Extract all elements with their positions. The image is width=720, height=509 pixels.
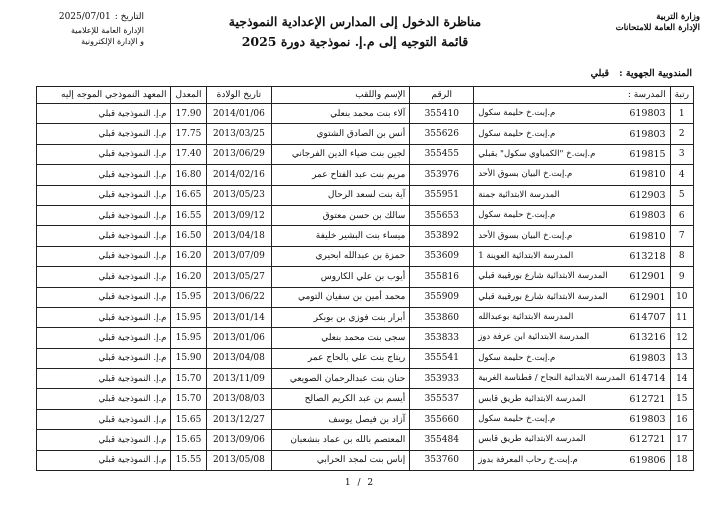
cell-average: 17.40 xyxy=(171,144,206,164)
cell-average: 15.95 xyxy=(171,328,206,348)
cell-number: 353609 xyxy=(410,246,474,266)
table-row xyxy=(37,409,694,429)
cell-institute: م.إ. النموذجية قبلي xyxy=(37,205,171,225)
cell-rank: 18 xyxy=(670,450,693,470)
cell-average: 15.90 xyxy=(171,348,206,368)
cell-rank: 8 xyxy=(670,246,693,266)
cell-school xyxy=(474,369,670,389)
cell-average: 15.70 xyxy=(171,369,206,389)
school-code: 619803 xyxy=(629,210,666,222)
cell-school xyxy=(474,287,670,307)
document-title: مناظرة الدخول إلى المدارس الإعدادية النموذجية xyxy=(228,14,482,29)
school-name: م.إبت.خ حليمة سكول xyxy=(478,128,556,139)
date-row xyxy=(14,12,144,23)
cell-name: المعتصم بالله بن عماد بنشعبان xyxy=(272,430,410,450)
cell-name: حمزة بن عبدالله ابحيري xyxy=(272,246,410,266)
cell-dob: 2013/04/08 xyxy=(206,348,272,368)
cell-name: أبرار بنت فوزي بن بوبكر xyxy=(272,307,410,327)
cell-school xyxy=(474,409,670,429)
region-value: قبلي xyxy=(590,68,610,79)
cell-school xyxy=(474,165,670,185)
cell-institute: م.إ. النموذجية قبلي xyxy=(37,389,171,409)
cell-school xyxy=(474,267,670,287)
table-row xyxy=(37,307,694,327)
school-name: م.إبت.خ البيان بسوق الأحد xyxy=(478,169,573,180)
ministry-name: وزارة التربية xyxy=(656,12,700,22)
table-row xyxy=(37,389,694,409)
cell-rank: 5 xyxy=(670,185,693,205)
cell-number: 355455 xyxy=(410,144,474,164)
cell-school xyxy=(474,246,670,266)
school-code: 612903 xyxy=(629,189,666,201)
table-row xyxy=(37,287,694,307)
cell-name: آية بنت لسعد الرحال xyxy=(272,185,410,205)
school-name: المدرسة الابتدائية شارع بورقيبة قبلي xyxy=(478,271,608,282)
school-name: م.إبت.خ "الكمباوي سكول" بقبلي xyxy=(478,148,596,159)
table-row xyxy=(37,144,694,164)
table-row xyxy=(37,185,694,205)
page-number: 1 / 2 xyxy=(344,478,376,488)
ministry-header xyxy=(550,12,700,34)
cell-school xyxy=(474,124,670,144)
cell-rank: 9 xyxy=(670,267,693,287)
cell-number: 353760 xyxy=(410,450,474,470)
cell-rank: 16 xyxy=(670,409,693,429)
school-code: 619803 xyxy=(629,352,666,364)
school-code: 619803 xyxy=(629,108,666,120)
cell-dob: 2013/07/09 xyxy=(206,246,272,266)
school-name: المدرسة الابتدائية بوعبدالله xyxy=(478,312,574,323)
cell-institute: م.إ. النموذجية قبلي xyxy=(37,226,171,246)
school-name: المدرسة الابتدائية شارع بورقيبة قبلي xyxy=(478,291,608,302)
cell-institute: م.إ. النموذجية قبلي xyxy=(37,104,171,124)
cell-number: 353976 xyxy=(410,165,474,185)
cell-school xyxy=(474,307,670,327)
table-header-row xyxy=(37,87,694,104)
cell-school xyxy=(474,226,670,246)
school-code: 613216 xyxy=(629,332,666,344)
cell-rank: 14 xyxy=(670,369,693,389)
cell-dob: 2013/01/14 xyxy=(206,307,272,327)
cell-school xyxy=(474,328,670,348)
school-code: 612901 xyxy=(629,271,666,283)
cell-dob: 2013/09/06 xyxy=(206,430,272,450)
cell-name: ريتاج بنت علي بالحاج عمر xyxy=(272,348,410,368)
school-name: م.إبت.خ حليمة سكول xyxy=(478,210,556,221)
cell-name: آلاء بنت محمد بنعلي xyxy=(272,104,410,124)
cell-institute: م.إ. النموذجية قبلي xyxy=(37,144,171,164)
cell-rank: 12 xyxy=(670,328,693,348)
cell-rank: 3 xyxy=(670,144,693,164)
cell-name: أيوب بن علي الكاروس xyxy=(272,267,410,287)
cell-rank: 4 xyxy=(670,165,693,185)
cell-rank: 17 xyxy=(670,430,693,450)
cell-average: 16.20 xyxy=(171,267,206,287)
cell-dob: 2013/04/18 xyxy=(206,226,272,246)
cell-dob: 2013/08/03 xyxy=(206,389,272,409)
cell-name: آزاد بن فيصل يوسف xyxy=(272,409,410,429)
school-name: المدرسة الابتدائية جمنة xyxy=(478,189,560,200)
school-code: 614714 xyxy=(629,373,666,385)
col-number: الرقم xyxy=(410,87,474,104)
cell-rank: 10 xyxy=(670,287,693,307)
table-row xyxy=(37,205,694,225)
cell-number: 355537 xyxy=(410,389,474,409)
date-value: 2025/07/01 xyxy=(58,12,111,22)
table-row xyxy=(37,450,694,470)
cell-rank: 15 xyxy=(670,389,693,409)
cell-name: ميساء بنت البشير خليفة xyxy=(272,226,410,246)
cell-school xyxy=(474,450,670,470)
cell-average: 16.55 xyxy=(171,205,206,225)
cell-institute: م.إ. النموذجية قبلي xyxy=(37,246,171,266)
school-name: م.إبت.خ حليمة سكول xyxy=(478,414,556,425)
cell-average: 16.65 xyxy=(171,185,206,205)
cell-name: محمد أمين بن سفيان التومي xyxy=(272,287,410,307)
cell-school xyxy=(474,348,670,368)
cell-dob: 2014/02/16 xyxy=(206,165,272,185)
cell-number: 355909 xyxy=(410,287,474,307)
cell-dob: 2013/11/09 xyxy=(206,369,272,389)
school-name: المدرسة الابتدائية العوينة 1 xyxy=(478,250,574,261)
table-row xyxy=(37,267,694,287)
school-name: م.إبت.خ حليمة سكول xyxy=(478,108,556,119)
school-name: المدرسة الابتدائية النجاح / قطناسة الغربية xyxy=(478,373,626,384)
cell-average: 15.55 xyxy=(171,450,206,470)
table-row xyxy=(37,165,694,185)
cell-dob: 2014/01/06 xyxy=(206,104,272,124)
cell-school xyxy=(474,389,670,409)
school-code: 614707 xyxy=(629,312,666,324)
cell-average: 15.95 xyxy=(171,307,206,327)
cell-average: 15.95 xyxy=(171,287,206,307)
cell-average: 15.70 xyxy=(171,389,206,409)
cell-average: 16.80 xyxy=(171,165,206,185)
cell-average: 17.75 xyxy=(171,124,206,144)
school-code: 619803 xyxy=(629,128,666,140)
cell-institute: م.إ. النموذجية قبلي xyxy=(37,307,171,327)
cell-dob: 2013/03/25 xyxy=(206,124,272,144)
cell-rank: 7 xyxy=(670,226,693,246)
cell-average: 15.65 xyxy=(171,409,206,429)
col-name: الإسم واللقب xyxy=(272,87,410,104)
school-code: 612901 xyxy=(629,291,666,303)
cell-average: 16.20 xyxy=(171,246,206,266)
cell-school xyxy=(474,205,670,225)
school-code: 619815 xyxy=(629,148,666,160)
school-name: المدرسة الابتدائية طريق قابس xyxy=(478,393,586,404)
region-line xyxy=(591,68,692,79)
cell-school xyxy=(474,185,670,205)
region-label: المندوبية الجهوية : xyxy=(619,68,692,79)
cell-name: أيسم بن عبد الكريم الصالح xyxy=(272,389,410,409)
cell-school xyxy=(474,104,670,124)
it-directorate: الإدارة العامة للإعلامية xyxy=(71,26,144,35)
cell-dob: 2013/06/29 xyxy=(206,144,272,164)
cell-number: 353860 xyxy=(410,307,474,327)
e-directorate: و الإدارة الإلكترونية xyxy=(81,37,144,46)
cell-dob: 2013/12/27 xyxy=(206,409,272,429)
cell-dob: 2013/09/12 xyxy=(206,205,272,225)
cell-dob: 2013/05/23 xyxy=(206,185,272,205)
cell-rank: 2 xyxy=(670,124,693,144)
cell-institute: م.إ. النموذجية قبلي xyxy=(37,409,171,429)
cell-number: 355410 xyxy=(410,104,474,124)
table-row xyxy=(37,124,694,144)
cell-institute: م.إ. النموذجية قبلي xyxy=(37,348,171,368)
table-row xyxy=(37,226,694,246)
school-code: 619810 xyxy=(629,230,666,242)
cell-number: 353933 xyxy=(410,369,474,389)
school-code: 612721 xyxy=(629,393,666,405)
cell-school xyxy=(474,144,670,164)
cell-name: حنان بنت عبدالرحمان الصويعي xyxy=(272,369,410,389)
school-name: المدرسة الابتدائية ابن عرفة دوز xyxy=(478,332,590,343)
school-code: 619810 xyxy=(629,169,666,181)
exams-directorate: الإدارة العامة للامتحانات xyxy=(615,23,700,33)
cell-number: 355660 xyxy=(410,409,474,429)
cell-name: أنس بن الصادق الشتوي xyxy=(272,124,410,144)
col-institute: المعهد النموذجي الموجه إليه xyxy=(37,87,171,104)
table-row xyxy=(37,348,694,368)
cell-institute: م.إ. النموذجية قبلي xyxy=(37,124,171,144)
cell-number: 355816 xyxy=(410,267,474,287)
cell-rank: 13 xyxy=(670,348,693,368)
cell-number: 355626 xyxy=(410,124,474,144)
date-header xyxy=(14,12,144,47)
results-table xyxy=(36,86,694,471)
cell-institute: م.إ. النموذجية قبلي xyxy=(37,287,171,307)
cell-rank: 6 xyxy=(670,205,693,225)
cell-number: 355484 xyxy=(410,430,474,450)
cell-institute: م.إ. النموذجية قبلي xyxy=(37,450,171,470)
cell-name: سجى بنت محمد بنعلي xyxy=(272,328,410,348)
cell-institute: م.إ. النموذجية قبلي xyxy=(37,165,171,185)
table-row xyxy=(37,246,694,266)
cell-number: 353833 xyxy=(410,328,474,348)
cell-name: سالك بن حسن معتوق xyxy=(272,205,410,225)
cell-number: 355541 xyxy=(410,348,474,368)
cell-institute: م.إ. النموذجية قبلي xyxy=(37,185,171,205)
cell-institute: م.إ. النموذجية قبلي xyxy=(37,430,171,450)
document-titles xyxy=(170,14,540,51)
school-name: م.إبت.خ حليمة سكول xyxy=(478,352,556,363)
school-code: 619803 xyxy=(629,414,666,426)
cell-rank: 11 xyxy=(670,307,693,327)
col-average: المعدل xyxy=(171,87,206,104)
cell-name: إناس بنت لمجد الحرابي xyxy=(272,450,410,470)
table-row xyxy=(37,104,694,124)
cell-dob: 2013/05/08 xyxy=(206,450,272,470)
cell-institute: م.إ. النموذجية قبلي xyxy=(37,267,171,287)
document-subtitle: قائمة التوجيه إلى م.إ. نموذجية دورة 2025 xyxy=(241,34,469,49)
school-code: 613218 xyxy=(629,250,666,262)
col-rank: رتبة xyxy=(670,87,693,104)
cell-number: 355951 xyxy=(410,185,474,205)
cell-institute: م.إ. النموذجية قبلي xyxy=(37,369,171,389)
col-dob: تاريخ الولادة xyxy=(206,87,272,104)
cell-average: 16.50 xyxy=(171,226,206,246)
cell-name: لجين بنت ضياء الدين الفرجاني xyxy=(272,144,410,164)
cell-dob: 2013/05/27 xyxy=(206,267,272,287)
cell-number: 355653 xyxy=(410,205,474,225)
cell-rank: 1 xyxy=(670,104,693,124)
table-row xyxy=(37,369,694,389)
cell-name: مريم بنت عبد الفتاح عمر xyxy=(272,165,410,185)
table-row xyxy=(37,328,694,348)
cell-institute: م.إ. النموذجية قبلي xyxy=(37,328,171,348)
table-row xyxy=(37,430,694,450)
cell-dob: 2013/01/06 xyxy=(206,328,272,348)
school-code: 612721 xyxy=(629,434,666,446)
school-name: المدرسة الابتدائية طريق قابس xyxy=(478,434,586,445)
cell-average: 17.90 xyxy=(171,104,206,124)
cell-number: 353892 xyxy=(410,226,474,246)
cell-average: 15.65 xyxy=(171,430,206,450)
school-code: 619806 xyxy=(629,454,666,466)
school-name: م.إبت.خ رحاب المعرفة بدوز xyxy=(478,454,578,465)
cell-school xyxy=(474,430,670,450)
cell-dob: 2013/06/22 xyxy=(206,287,272,307)
date-label: التاريخ : xyxy=(114,12,144,22)
school-name: م.إبت.خ البيان بسوق الأحد xyxy=(478,230,573,241)
col-school: المدرسة : xyxy=(474,87,670,104)
